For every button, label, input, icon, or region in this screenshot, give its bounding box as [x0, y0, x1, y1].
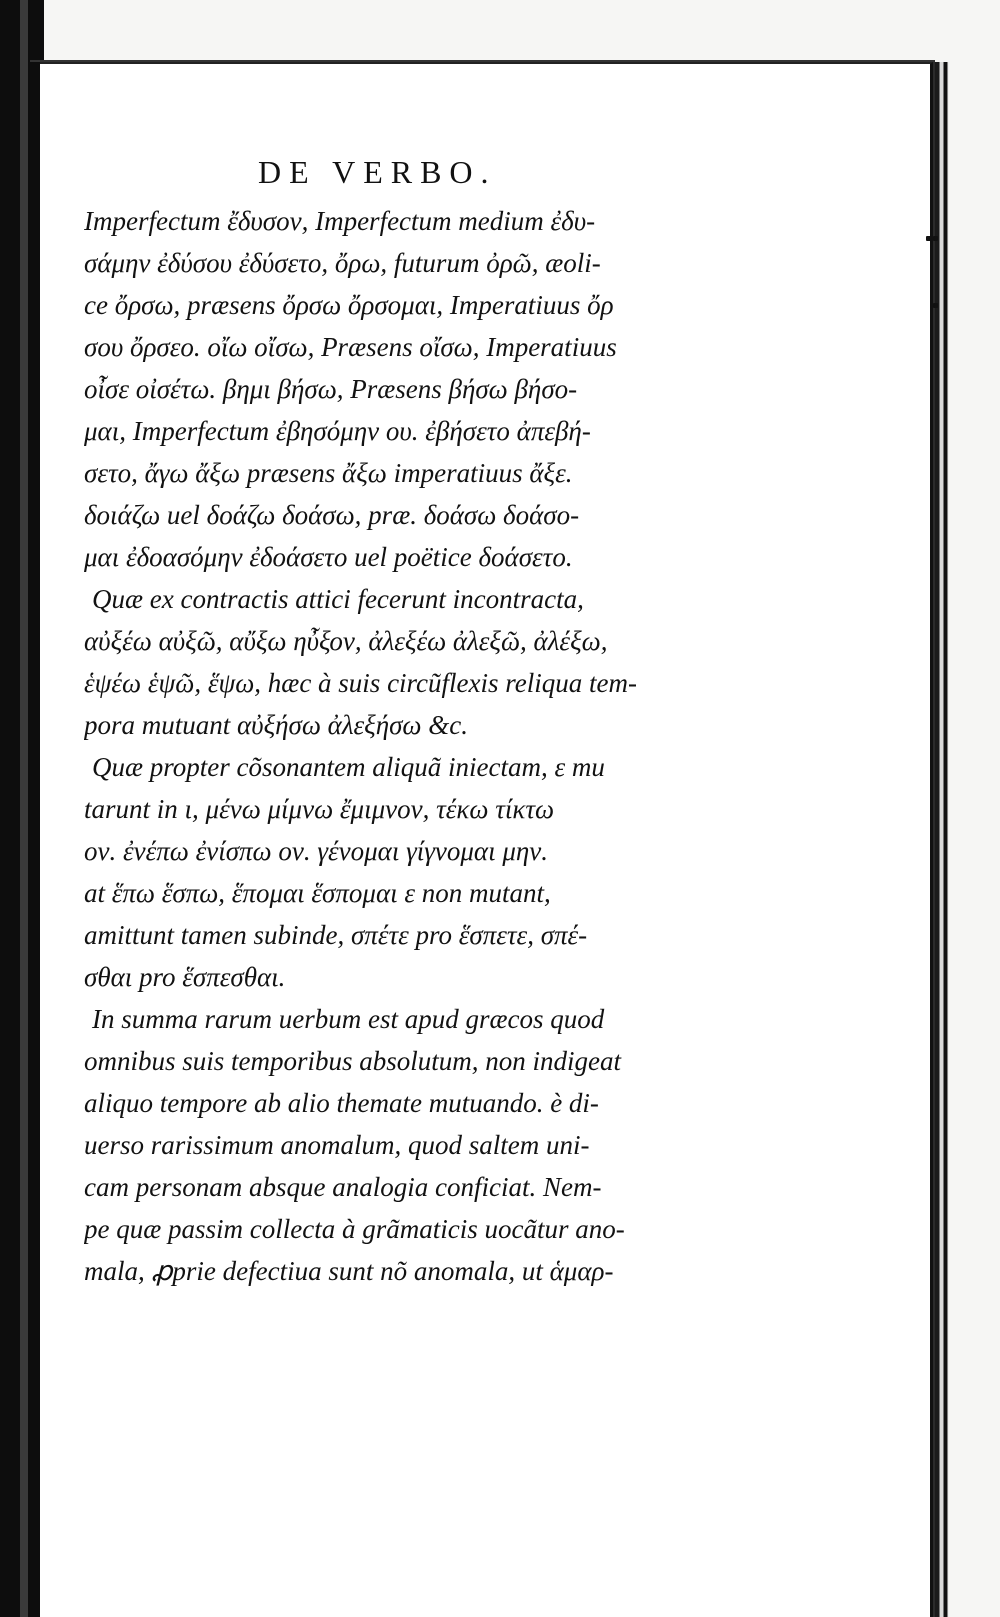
text-line: omnibus suis temporibus absolutum, non indigeat — [84, 1046, 622, 1076]
text-line: ἑψέω ἑψῶ, ἕψω, hæc à suis circũflexis reliqua tem- — [84, 668, 637, 698]
text-line: tarunt in ι, μένω μίμνω ἔμιμνον, τέκω τίκτω — [84, 794, 555, 824]
text-line: σθαι pro ἕσπεσθαι. — [84, 962, 286, 992]
text-line: pora mutuant αὐξήσω ἀλεξήσω &c. — [84, 710, 468, 740]
text-line: αὐξέω αὐξῶ, αὔξω ηὖξον, ἀλεξέω ἀλεξῶ, ἀλέξω, — [84, 626, 608, 656]
body-text — [84, 200, 720, 1292]
page-top-edge — [30, 60, 935, 62]
text-line: μαι, Imperfectum ἐβησόμην ου. ἐβήσετο ἀπεβή- — [84, 416, 591, 446]
text-line: ce ὄρσω, præsens ὄρσω ὄρσομαι, Imperatiuus ὄρ — [84, 290, 614, 320]
text-line: μαι ἐδοασόμην ἐδοάσετο uel poëtice δοάσετο. — [84, 542, 573, 572]
text-line: δοιάζω uel δοάζω δοάσω, præ. δοάσω δοάσο- — [84, 500, 580, 530]
text-line: ον. ἐνέπω ἐνίσπω ον. γένομαι γίγνομαι μην. — [84, 836, 549, 866]
running-head: DE VERBO. — [258, 154, 497, 190]
text-line: οἶσε οἰσέτω. βημι βήσω, Præsens βήσω βήσο- — [84, 374, 578, 404]
margin-mark — [926, 236, 931, 241]
text-line: aliquo tempore ab alio themate mutuando. è di- — [84, 1088, 599, 1118]
text-line: Imperfectum ἔδυσον, Imperfectum medium ἐδυ- — [84, 206, 596, 236]
paragraph-start-line: Quæ ex contractis attici fecerunt incontracta, — [92, 584, 584, 614]
paragraph-start-line: In summa rarum uerbum est apud græcos quod — [92, 1004, 605, 1034]
gutter-inner-edge — [20, 0, 28, 1617]
text-line: σάμην ἐδύσου ἐδύσετο, ὄρω, futurum ὀρῶ, æoli- — [84, 248, 601, 278]
text-line: mala, ꝓprie defectiua sunt nõ anomala, ut ἁμαρ- — [84, 1256, 614, 1286]
book-gutter-shadow — [0, 0, 44, 1617]
paragraph-start-line: Quæ propter cõsonantem aliquã iniectam, ε mu — [92, 752, 605, 782]
text-line: amittunt tamen subinde, σπέτε pro ἕσπετε, σπέ- — [84, 920, 588, 950]
text-line: uerso rarissimum anomalum, quod saltem uni- — [84, 1130, 590, 1160]
margin-mark — [933, 236, 938, 241]
text-line: cam personam absque analogia conficiat. Nem- — [84, 1172, 602, 1202]
margin-mark — [933, 303, 938, 308]
text-line: σετο, ἄγω ἄξω præsens ἄξω imperatiuus ἄξε. — [84, 458, 573, 488]
text-line: at ἕπω ἕσπω, ἕπομαι ἕσπομαι ε non mutant, — [84, 878, 551, 908]
page-stack-edge — [935, 62, 949, 1617]
text-line: σου ὄρσεο. οἴω οἴσω, Præsens οἴσω, Imperatiuus — [84, 332, 617, 362]
text-line: pe quæ passim collecta à grãmaticis uocãtur ano- — [84, 1214, 625, 1244]
